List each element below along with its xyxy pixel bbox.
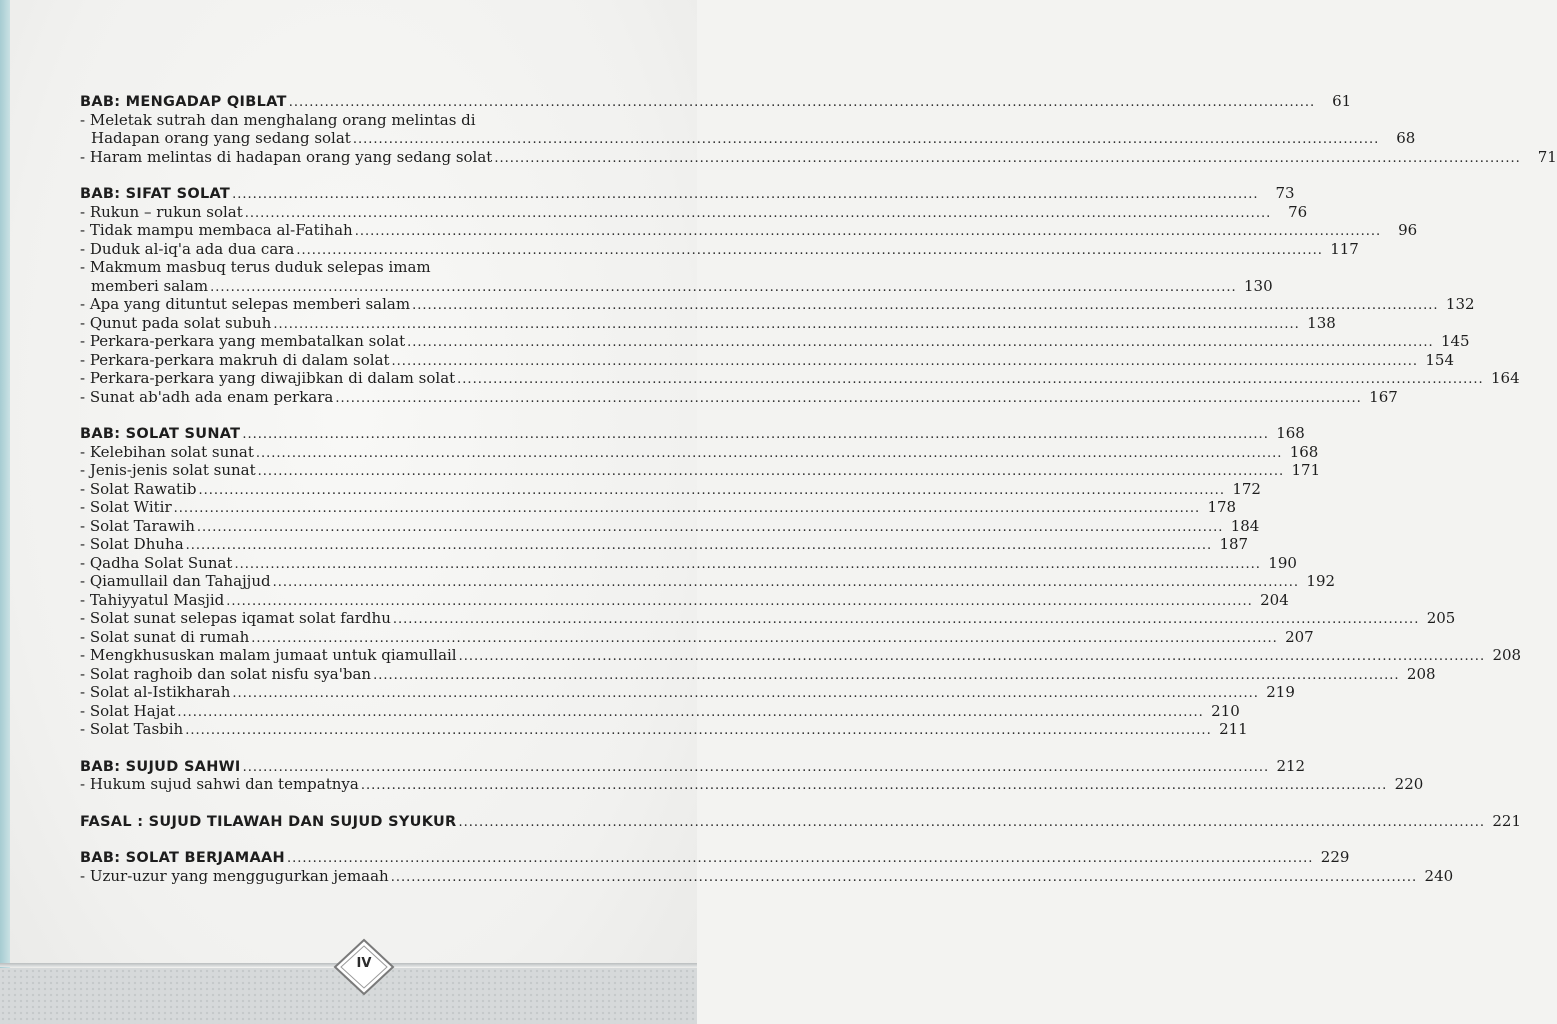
toc-leader-dots: ........................................................................................................................................................................................................	[390, 869, 1418, 885]
toc-leader-dots: ........................................................................................................................................................................................................	[273, 316, 1300, 332]
toc-entry	[80, 646, 1522, 665]
toc-entry	[80, 147, 1557, 167]
toc-leader-dots: ........................................................................................................................................................................................................	[272, 575, 1300, 590]
toc-entry	[80, 111, 636, 130]
toc-leader-dots: ........................................................................................................................................................................................................	[232, 686, 1259, 701]
toc-entry	[80, 553, 1297, 573]
toc-entry	[80, 295, 1475, 314]
toc-entry	[80, 572, 1336, 591]
toc-entry-label: - Meletak sutrah dan menghalang orang melintas di	[80, 110, 476, 129]
toc-entry-label: Hadapan orang yang sedang solat	[91, 129, 351, 147]
toc-entry-label: - Solat Witir	[80, 498, 172, 516]
toc-entry	[80, 202, 1308, 222]
toc-page-number: 68	[1396, 129, 1416, 147]
toc-entry-label: - Perkara-perkara yang diwajibkan di dalam solat	[80, 369, 456, 387]
toc-entry	[80, 683, 1295, 702]
toc-page-number: 212	[1276, 756, 1306, 775]
toc-section-heading	[80, 756, 1306, 776]
toc-leader-dots: ........................................................................................................................................................................................................	[173, 501, 1201, 516]
page-number: IV	[356, 956, 372, 971]
toc-page-number: 61	[1332, 92, 1352, 110]
toc-page-number: 211	[1219, 720, 1248, 738]
toc-entry-label: - Jenis-jenis solat sunat	[80, 461, 256, 479]
toc-leader-dots: ........................................................................................................................................................................................................	[242, 759, 1270, 775]
toc-entry-label: - Solat Rawatib	[80, 479, 197, 498]
toc-page-number: 71	[1537, 147, 1557, 166]
toc-entry	[80, 258, 636, 277]
toc-leader-dots: ........................................................................................................................................................................................................	[457, 372, 1484, 387]
toc-entry	[80, 775, 1424, 794]
section-gap	[80, 406, 636, 424]
section-gap	[80, 794, 636, 812]
toc-page-number: 96	[1398, 221, 1418, 239]
toc-entry	[80, 387, 1398, 407]
toc-page-number: 229	[1320, 848, 1350, 866]
toc-entry-label: - Qiamullail dan Tahajjud	[80, 572, 271, 590]
toc-page-number: 154	[1425, 350, 1455, 369]
toc-page-number: 207	[1285, 627, 1314, 646]
toc-leader-dots: ........................................................................................................................................................................................................	[494, 150, 1521, 166]
toc-leader-dots: ........................................................................................................................................................................................................	[242, 427, 1269, 442]
toc-leader-dots: ........................................................................................................................................................................................................	[244, 205, 1272, 221]
toc-page-number: 145	[1440, 332, 1470, 350]
toc-entry-label: - Solat Tasbih	[80, 720, 184, 738]
toc-page-number: 184	[1230, 516, 1260, 535]
toc-entry-label: - Solat sunat di rumah	[80, 627, 250, 646]
toc-entry-label: BAB: SIFAT SOLAT	[80, 186, 231, 202]
toc-leader-dots: ........................................................................................................................................................................................................	[354, 224, 1382, 239]
toc-entry-label: memberi salam	[91, 276, 209, 295]
toc-entry	[80, 701, 1240, 721]
toc-leader-dots: ........................................................................................................................................................................................................	[198, 482, 1225, 498]
toc-entry	[80, 332, 1470, 351]
toc-page-number: 130	[1243, 276, 1273, 295]
toc-leader-dots: ........................................................................................................................................................................................................	[257, 464, 1285, 479]
toc-entry-label: - Solat raghoib dan solat nisfu sya'ban	[80, 664, 372, 683]
toc-leader-dots: ........................................................................................................................................................................................................	[255, 445, 1283, 461]
toc-entry	[80, 664, 1436, 684]
toc-leader-dots: ........................................................................................................................................................................................................	[360, 778, 1388, 793]
toc-entry	[80, 866, 1454, 886]
toc-entry	[80, 516, 1260, 536]
toc-entry	[80, 276, 1273, 296]
toc-entry	[80, 239, 1359, 259]
toc-page-number: 172	[1232, 479, 1261, 498]
toc-entry-label: - Uzur-uzur yang menggugurkan jemaah	[80, 866, 389, 885]
toc-section-heading	[80, 848, 1350, 867]
toc-entry	[80, 369, 1520, 388]
toc-entry-label: - Kelebihan solat sunat	[80, 442, 254, 461]
toc-page-number: 220	[1394, 775, 1424, 793]
toc-leader-dots: ........................................................................................................................................................................................................	[335, 390, 1362, 406]
toc-entry	[80, 720, 1248, 739]
toc-entry	[80, 590, 1289, 610]
toc-entry-label: FASAL : SUJUD TILAWAH DAN SUJUD SYUKUR	[80, 813, 457, 830]
toc-page-number: 138	[1307, 313, 1336, 332]
toc-entry-label: BAB: MENGADAP QIBLAT	[80, 94, 287, 110]
toc-entry-label: - Sunat ab'adh ada enam perkara	[80, 387, 334, 406]
toc-entry-label: - Perkara-perkara yang membatalkan solat	[80, 332, 406, 350]
toc-entry-label: - Perkara-perkara makruh di dalam solat	[80, 350, 390, 369]
toc-entry-label: - Makmum masbuq terus duduk selepas imam	[80, 258, 431, 276]
toc-leader-dots: ........................................................................................................................................................................................................	[288, 95, 1316, 110]
toc-entry-label: - Solat Dhuha	[80, 535, 184, 553]
toc-page-number: 204	[1260, 590, 1289, 609]
toc-page-number: 208	[1492, 646, 1522, 664]
toc-leader-dots: ........................................................................................................................................................................................................	[177, 704, 1204, 720]
toc-page-number: 190	[1268, 553, 1297, 572]
toc-entry	[80, 498, 1237, 517]
toc-page-number: 178	[1207, 498, 1237, 516]
toc-entry-label: - Solat Hajat	[80, 701, 176, 720]
toc-leader-dots: ........................................................................................................................................................................................................	[210, 279, 1237, 295]
toc-entry-label: - Mengkhususkan malam jumaat untuk qiamullail	[80, 646, 457, 664]
toc-page-number: 187	[1219, 535, 1249, 553]
toc-page-number: 208	[1406, 664, 1436, 683]
toc-leader-dots: ........................................................................................................................................................................................................	[407, 335, 1434, 350]
toc-leader-dots: ........................................................................................................................................................................................................	[185, 538, 1213, 553]
toc-section-heading	[80, 92, 1352, 111]
toc-leader-dots: ........................................................................................................................................................................................................	[226, 593, 1253, 609]
toc-leader-dots: ........................................................................................................................................................................................................	[296, 242, 1323, 258]
toc-entry-label: - Tahiyyatul Masjid	[80, 590, 225, 609]
toc-entry-label: - Solat Tarawih	[80, 516, 195, 535]
toc-page-number: 221	[1492, 811, 1521, 830]
toc-entry	[80, 609, 1456, 628]
toc-entry-label: BAB: SOLAT SUNAT	[80, 426, 241, 442]
toc-entry-label: - Apa yang dituntut selepas memberi salam	[80, 295, 411, 313]
toc-entry-label: - Solat sunat selepas iqamat solat fardhu	[80, 609, 391, 627]
toc-entry-label: - Rukun – rukun solat	[80, 202, 243, 221]
toc-entry	[80, 350, 1455, 370]
toc-leader-dots: ........................................................................................................................................................................................................	[196, 519, 1224, 535]
toc-page-number: 168	[1276, 424, 1305, 442]
toc-entry-label: - Hukum sujud sahwi dan tempatnya	[80, 775, 359, 793]
toc-entry	[80, 479, 1261, 499]
toc-page-number: 73	[1275, 184, 1295, 202]
toc-page-number: 219	[1266, 683, 1295, 701]
section-gap	[80, 830, 636, 848]
toc-page-number: 210	[1211, 701, 1240, 720]
toc-page-number: 205	[1426, 609, 1456, 627]
toc-entry	[80, 535, 1249, 554]
toc-entry-label: - Qadha Solat Sunat	[80, 553, 233, 572]
toc-leader-dots: ........................................................................................................................................................................................................	[373, 667, 1400, 683]
table-of-contents	[80, 92, 1557, 885]
toc-section-heading	[80, 184, 1295, 203]
toc-leader-dots: ........................................................................................................................................................................................................	[251, 630, 1278, 646]
toc-entry-label: - Qunut pada solat subuh	[80, 313, 272, 332]
toc-section-heading	[80, 811, 1521, 831]
toc-entry	[80, 313, 1336, 333]
toc-page-number: 164	[1491, 369, 1520, 387]
toc-page-number: 76	[1288, 202, 1308, 221]
toc-entry	[80, 461, 1321, 480]
toc-page-number: 171	[1291, 461, 1321, 479]
toc-entry	[80, 129, 1416, 148]
toc-page-number: 240	[1424, 866, 1454, 885]
section-gap	[80, 739, 636, 757]
toc-entry	[80, 627, 1314, 647]
toc-leader-dots: ........................................................................................................................................................................................................	[458, 649, 1486, 664]
toc-entry-label: BAB: SOLAT BERJAMAAH	[80, 850, 285, 866]
page-edge-strip	[0, 0, 10, 1024]
toc-entry	[80, 442, 1319, 462]
toc-leader-dots: ........................................................................................................................................................................................................	[391, 353, 1419, 369]
section-gap	[80, 166, 636, 184]
toc-entry	[80, 221, 1418, 240]
toc-leader-dots: ........................................................................................................................................................................................................	[458, 814, 1485, 830]
toc-leader-dots: ........................................................................................................................................................................................................	[185, 723, 1212, 738]
toc-entry-label: - Solat al-Istikharah	[80, 683, 231, 701]
toc-page-number: 117	[1330, 239, 1359, 258]
toc-page-number: 168	[1289, 442, 1319, 461]
toc-entry-label: - Tidak mampu membaca al-Fatihah	[80, 221, 353, 239]
toc-leader-dots: ........................................................................................................................................................................................................	[412, 298, 1439, 313]
toc-leader-dots: ........................................................................................................................................................................................................	[232, 187, 1259, 202]
toc-page-number: 192	[1306, 572, 1336, 590]
toc-leader-dots: ........................................................................................................................................................................................................	[392, 612, 1420, 627]
toc-entry-label: - Haram melintas di hadapan orang yang sedang solat	[80, 147, 493, 166]
toc-leader-dots: ........................................................................................................................................................................................................	[352, 132, 1380, 147]
toc-leader-dots: ........................................................................................................................................................................................................	[234, 556, 1261, 572]
toc-entry-label: - Duduk al-iq'a ada dua cara	[80, 239, 295, 258]
toc-page-number: 132	[1445, 295, 1475, 313]
toc-leader-dots: ........................................................................................................................................................................................................	[286, 851, 1314, 866]
toc-page-number: 167	[1369, 387, 1398, 406]
toc-section-heading	[80, 424, 1305, 443]
toc-entry-label: BAB: SUJUD SAHWI	[80, 758, 241, 775]
